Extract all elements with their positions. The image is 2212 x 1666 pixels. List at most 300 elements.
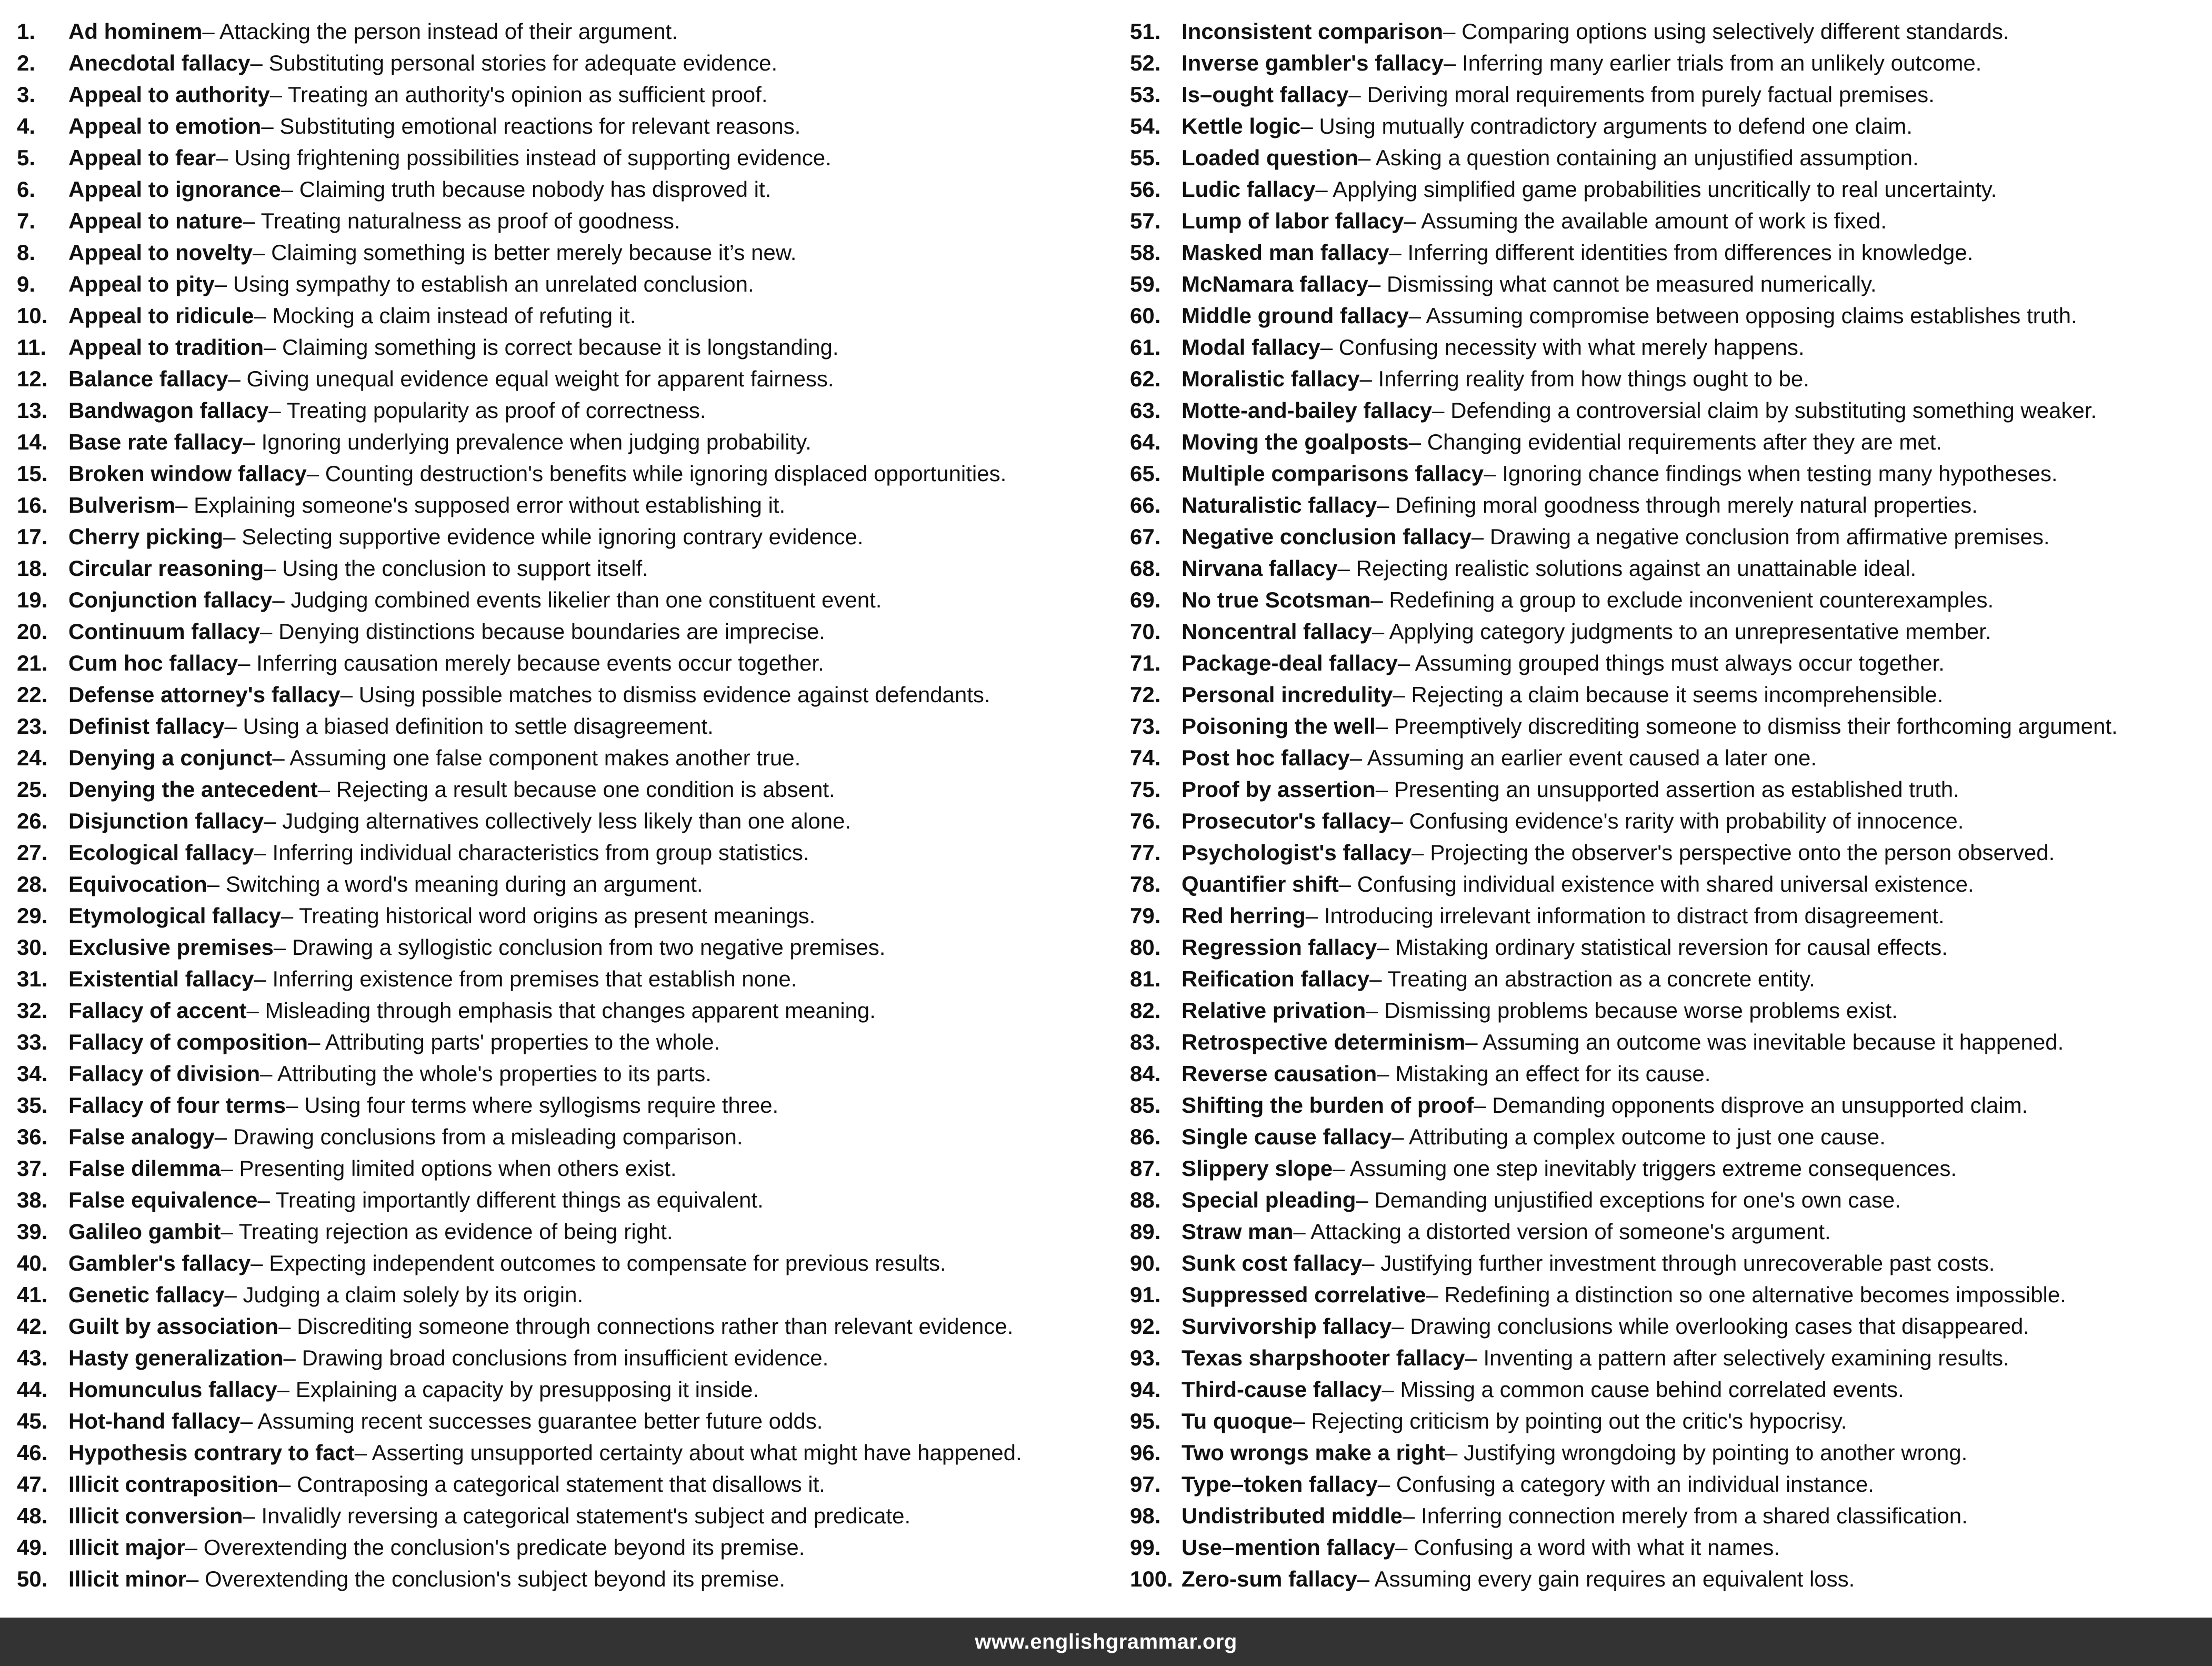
fallacy-term: Ad hominem bbox=[68, 19, 203, 44]
fallacy-definition: – Attacking the person instead of their argument. bbox=[202, 19, 678, 44]
fallacy-definition: – Attributing parts' properties to the whole. bbox=[308, 1030, 720, 1054]
fallacy-definition: – Rejecting a claim because it seems incomprehensible. bbox=[1393, 682, 1944, 707]
list-item bbox=[17, 1405, 1130, 1437]
item-number: 48. bbox=[17, 1503, 48, 1528]
list-item bbox=[1130, 174, 2201, 205]
fallacy-term: Sunk cost fallacy bbox=[1182, 1251, 1363, 1275]
fallacy-term: Loaded question bbox=[1182, 145, 1358, 170]
list-item bbox=[17, 900, 1130, 932]
item-number: 12. bbox=[17, 366, 48, 391]
fallacy-term: Quantifier shift bbox=[1182, 872, 1339, 896]
item-number: 38. bbox=[17, 1188, 48, 1212]
fallacy-definition: – Assuming an earlier event caused a later one. bbox=[1349, 745, 1817, 770]
item-number: 42. bbox=[17, 1314, 48, 1339]
item-number: 78. bbox=[1130, 872, 1161, 896]
item-number: 89. bbox=[1130, 1219, 1161, 1244]
item-number: 66. bbox=[1130, 493, 1161, 517]
fallacy-term: Genetic fallacy bbox=[68, 1282, 225, 1307]
fallacy-term: Nirvana fallacy bbox=[1182, 556, 1338, 581]
item-number: 22. bbox=[17, 682, 48, 707]
list-item bbox=[17, 1090, 1130, 1121]
fallacy-definition: – Ignoring underlying prevalence when judging probability. bbox=[243, 430, 812, 454]
list-item bbox=[17, 47, 1130, 79]
item-number: 11. bbox=[17, 335, 47, 360]
item-number: 40. bbox=[17, 1251, 48, 1275]
fallacy-definition: – Using possible matches to dismiss evidence against defendants. bbox=[340, 682, 990, 707]
fallacy-term: Third-cause fallacy bbox=[1182, 1377, 1382, 1402]
list-item bbox=[1130, 332, 2201, 363]
item-number: 61. bbox=[1130, 335, 1161, 360]
item-number: 10. bbox=[17, 303, 48, 328]
item-number: 16. bbox=[17, 493, 48, 517]
fallacy-definition: – Using the conclusion to support itself. bbox=[264, 556, 648, 581]
fallacy-definition: – Treating popularity as proof of correctness. bbox=[268, 398, 706, 423]
fallacy-term: Base rate fallacy bbox=[68, 430, 243, 454]
fallacy-term: Guilt by association bbox=[68, 1314, 279, 1339]
fallacy-term: Bulverism bbox=[68, 493, 176, 517]
list-item bbox=[17, 490, 1130, 521]
fallacy-term: Reification fallacy bbox=[1182, 966, 1370, 991]
fallacy-definition: – Drawing conclusions while overlooking cases that disappeared. bbox=[1392, 1314, 2029, 1339]
item-number: 45. bbox=[17, 1409, 48, 1433]
item-number: 54. bbox=[1130, 114, 1161, 138]
item-number: 13. bbox=[17, 398, 48, 423]
list-item bbox=[1130, 553, 2201, 584]
fallacy-definition: – Claiming truth because nobody has disproved it. bbox=[281, 177, 772, 202]
item-number: 35. bbox=[17, 1093, 48, 1118]
item-number: 80. bbox=[1130, 935, 1161, 960]
item-number: 95. bbox=[1130, 1409, 1161, 1433]
fallacy-definition: – Counting destruction's benefits while ignoring displaced opportunities. bbox=[306, 461, 1007, 486]
list-item bbox=[17, 458, 1130, 490]
list-item bbox=[1130, 711, 2201, 742]
fallacy-term: Fallacy of composition bbox=[68, 1030, 308, 1054]
fallacy-term: Illicit conversion bbox=[68, 1503, 243, 1528]
fallacy-term: Etymological fallacy bbox=[68, 903, 281, 928]
fallacy-definition: – Assuming grouped things must always occur together. bbox=[1397, 651, 1945, 675]
list-item bbox=[1130, 79, 2201, 111]
fallacy-list bbox=[17, 16, 2201, 1600]
fallacy-term: Regression fallacy bbox=[1182, 935, 1377, 960]
fallacy-definition: – Denying distinctions because boundaries are imprecise. bbox=[260, 619, 825, 644]
list-item bbox=[17, 395, 1130, 426]
list-item bbox=[17, 932, 1130, 963]
item-number: 3. bbox=[17, 82, 36, 107]
list-item bbox=[1130, 837, 2201, 869]
list-item bbox=[17, 711, 1130, 742]
fallacy-definition: – Giving unequal evidence equal weight for apparent fairness. bbox=[228, 366, 834, 391]
fallacy-term: Fallacy of accent bbox=[68, 998, 247, 1023]
right-column bbox=[1130, 16, 2201, 1600]
fallacy-definition: – Redefining a distinction so one alternative becomes impossible. bbox=[1426, 1282, 2066, 1307]
fallacy-term: Appeal to authority bbox=[68, 82, 270, 107]
item-number: 60. bbox=[1130, 303, 1161, 328]
fallacy-term: Naturalistic fallacy bbox=[1182, 493, 1377, 517]
item-number: 74. bbox=[1130, 745, 1161, 770]
list-item bbox=[1130, 1090, 2201, 1121]
fallacy-term: Appeal to emotion bbox=[68, 114, 262, 138]
fallacy-term: Is–ought fallacy bbox=[1182, 82, 1349, 107]
list-item bbox=[1130, 616, 2201, 647]
fallacy-term: McNamara fallacy bbox=[1182, 272, 1368, 296]
fallacy-term: Appeal to ridicule bbox=[68, 303, 254, 328]
fallacy-term: Relative privation bbox=[1182, 998, 1366, 1023]
fallacy-definition: – Assuming one false component makes another true. bbox=[272, 745, 801, 770]
list-item bbox=[1130, 47, 2201, 79]
website-url: www.englishgrammar.org bbox=[975, 1630, 1237, 1653]
list-item bbox=[1130, 584, 2201, 616]
fallacy-definition: – Using frightening possibilities instead of supporting evidence. bbox=[216, 145, 832, 170]
item-number: 69. bbox=[1130, 587, 1161, 612]
fallacy-definition: – Asserting unsupported certainty about what might have happened. bbox=[354, 1440, 1022, 1465]
fallacy-definition: – Expecting independent outcomes to compensate for previous results. bbox=[251, 1251, 946, 1275]
fallacy-definition: – Drawing broad conclusions from insufficient evidence. bbox=[283, 1345, 829, 1370]
item-number: 2. bbox=[17, 51, 36, 75]
fallacy-definition: – Assuming recent successes guarantee better future odds. bbox=[240, 1409, 823, 1433]
list-item bbox=[1130, 16, 2201, 47]
list-item bbox=[1130, 1026, 2201, 1058]
fallacy-term: Ludic fallacy bbox=[1182, 177, 1316, 202]
item-number: 23. bbox=[17, 714, 48, 739]
item-number: 75. bbox=[1130, 777, 1161, 802]
fallacy-definition: – Drawing a negative conclusion from affirmative premises. bbox=[1471, 524, 2050, 549]
item-number: 94. bbox=[1130, 1377, 1161, 1402]
list-item bbox=[1130, 300, 2201, 332]
fallacy-term: Straw man bbox=[1182, 1219, 1294, 1244]
fallacy-definition: – Inferring many earlier trials from an unlikely outcome. bbox=[1443, 51, 1982, 75]
fallacy-term: Two wrongs make a right bbox=[1182, 1440, 1445, 1465]
fallacy-definition: – Substituting personal stories for adequate evidence. bbox=[250, 51, 778, 75]
fallacy-definition: – Inventing a pattern after selectively examining results. bbox=[1465, 1345, 2009, 1370]
item-number: 98. bbox=[1130, 1503, 1161, 1528]
item-number: 88. bbox=[1130, 1188, 1161, 1212]
item-number: 63. bbox=[1130, 398, 1161, 423]
fallacy-definition: – Selecting supportive evidence while ignoring contrary evidence. bbox=[223, 524, 864, 549]
item-number: 93. bbox=[1130, 1345, 1161, 1370]
fallacy-term: Personal incredulity bbox=[1182, 682, 1393, 707]
fallacy-definition: – Presenting an unsupported assertion as established truth. bbox=[1375, 777, 1959, 802]
item-number: 5. bbox=[17, 145, 36, 170]
fallacy-term: Appeal to pity bbox=[68, 272, 215, 296]
list-item bbox=[1130, 1184, 2201, 1216]
item-number: 34. bbox=[17, 1061, 48, 1086]
fallacy-definition: – Confusing evidence's rarity with probability of innocence. bbox=[1390, 809, 1964, 833]
fallacy-term: False equivalence bbox=[68, 1188, 258, 1212]
fallacy-term: Exclusive premises bbox=[68, 935, 274, 960]
item-number: 18. bbox=[17, 556, 48, 581]
list-item bbox=[17, 837, 1130, 869]
fallacy-term: Lump of labor fallacy bbox=[1182, 208, 1404, 233]
list-item bbox=[1130, 1342, 2201, 1374]
fallacy-definition: – Rejecting criticism by pointing out the critic's hypocrisy. bbox=[1293, 1409, 1847, 1433]
fallacy-definition: – Treating importantly different things as equivalent. bbox=[257, 1188, 764, 1212]
fallacy-definition: – Inferring reality from how things ought to be. bbox=[1359, 366, 1809, 391]
fallacy-term: Multiple comparisons fallacy bbox=[1182, 461, 1484, 486]
fallacy-term: Cum hoc fallacy bbox=[68, 651, 238, 675]
list-item bbox=[17, 1216, 1130, 1248]
fallacy-definition: – Attributing the whole's properties to its parts. bbox=[260, 1061, 712, 1086]
item-number: 82. bbox=[1130, 998, 1161, 1023]
item-number: 91. bbox=[1130, 1282, 1161, 1307]
fallacy-definition: – Applying simplified game probabilities uncritically to real uncertainty. bbox=[1315, 177, 1997, 202]
fallacy-term: Special pleading bbox=[1182, 1188, 1356, 1212]
fallacy-term: Disjunction fallacy bbox=[68, 809, 264, 833]
item-number: 96. bbox=[1130, 1440, 1161, 1465]
item-number: 77. bbox=[1130, 840, 1161, 865]
item-number: 50. bbox=[17, 1567, 48, 1591]
fallacy-definition: – Demanding opponents disprove an unsupported claim. bbox=[1474, 1093, 2028, 1118]
fallacy-definition: – Treating historical word origins as present meanings. bbox=[281, 903, 816, 928]
list-item bbox=[17, 1437, 1130, 1469]
item-number: 85. bbox=[1130, 1093, 1161, 1118]
fallacy-term: Appeal to fear bbox=[68, 145, 216, 170]
fallacy-definition: – Confusing a category with an individual instance. bbox=[1377, 1472, 1874, 1497]
list-item bbox=[1130, 647, 2201, 679]
fallacy-definition: – Comparing options using selectively different standards. bbox=[1443, 19, 2009, 44]
fallacy-definition: – Preemptively discrediting someone to dismiss their forthcoming argument. bbox=[1375, 714, 2118, 739]
list-item bbox=[1130, 774, 2201, 805]
fallacy-term: Poisoning the well bbox=[1182, 714, 1376, 739]
fallacy-term: Gambler's fallacy bbox=[68, 1251, 251, 1275]
list-item bbox=[17, 1532, 1130, 1563]
fallacy-definition: – Inferring existence from premises that establish none. bbox=[254, 966, 797, 991]
item-number: 65. bbox=[1130, 461, 1161, 486]
fallacy-term: Existential fallacy bbox=[68, 966, 254, 991]
list-item bbox=[17, 142, 1130, 174]
list-item bbox=[1130, 490, 2201, 521]
left-column bbox=[17, 16, 1130, 1600]
item-number: 76. bbox=[1130, 809, 1161, 833]
item-number: 6. bbox=[17, 177, 36, 202]
item-number: 9. bbox=[17, 272, 36, 296]
list-item bbox=[1130, 1279, 2201, 1311]
item-number: 7. bbox=[17, 208, 36, 233]
fallacy-term: Modal fallacy bbox=[1182, 335, 1320, 360]
list-item bbox=[17, 1279, 1130, 1311]
fallacy-term: Balance fallacy bbox=[68, 366, 228, 391]
fallacy-definition: – Judging a claim solely by its origin. bbox=[224, 1282, 584, 1307]
list-item bbox=[17, 584, 1130, 616]
fallacy-term: Motte-and-bailey fallacy bbox=[1182, 398, 1433, 423]
list-item bbox=[17, 805, 1130, 837]
list-item bbox=[17, 1184, 1130, 1216]
list-item bbox=[1130, 1153, 2201, 1184]
item-number: 47. bbox=[17, 1472, 48, 1497]
item-number: 30. bbox=[17, 935, 48, 960]
list-item bbox=[1130, 205, 2201, 237]
fallacy-term: Fallacy of division bbox=[68, 1061, 261, 1086]
item-number: 52. bbox=[1130, 51, 1161, 75]
fallacy-definition: – Mocking a claim instead of refuting it. bbox=[254, 303, 636, 328]
item-number: 56. bbox=[1130, 177, 1161, 202]
fallacy-definition: – Substituting emotional reactions for relevant reasons. bbox=[261, 114, 801, 138]
item-number: 62. bbox=[1130, 366, 1161, 391]
item-number: 15. bbox=[17, 461, 48, 486]
fallacy-term: Homunculus fallacy bbox=[68, 1377, 277, 1402]
fallacy-definition: – Confusing necessity with what merely happens. bbox=[1320, 335, 1805, 360]
fallacy-term: Psychologist's fallacy bbox=[1182, 840, 1412, 865]
list-item bbox=[1130, 426, 2201, 458]
fallacy-term: Slippery slope bbox=[1182, 1156, 1333, 1181]
item-number: 86. bbox=[1130, 1124, 1161, 1149]
fallacy-definition: – Mistaking ordinary statistical reversion for causal effects. bbox=[1377, 935, 1948, 960]
fallacy-term: Appeal to tradition bbox=[68, 335, 264, 360]
list-item bbox=[1130, 1058, 2201, 1090]
item-number: 21. bbox=[17, 651, 48, 675]
fallacy-term: Defense attorney's fallacy bbox=[68, 682, 341, 707]
fallacy-term: Cherry picking bbox=[68, 524, 224, 549]
fallacy-term: Appeal to novelty bbox=[68, 240, 253, 265]
list-item bbox=[17, 1500, 1130, 1532]
item-number: 67. bbox=[1130, 524, 1161, 549]
item-number: 72. bbox=[1130, 682, 1161, 707]
fallacy-term: Inverse gambler's fallacy bbox=[1182, 51, 1444, 75]
fallacy-definition: – Inferring individual characteristics from group statistics. bbox=[254, 840, 809, 865]
fallacy-term: Prosecutor's fallacy bbox=[1182, 809, 1391, 833]
list-item bbox=[17, 1153, 1130, 1184]
item-number: 90. bbox=[1130, 1251, 1161, 1275]
fallacy-definition: – Changing evidential requirements after they are met. bbox=[1408, 430, 1942, 454]
item-number: 83. bbox=[1130, 1030, 1161, 1054]
list-item bbox=[17, 237, 1130, 268]
list-item bbox=[17, 205, 1130, 237]
fallacy-term: Kettle logic bbox=[1182, 114, 1301, 138]
fallacy-term: Illicit minor bbox=[68, 1567, 187, 1591]
fallacy-definition: – Redefining a group to exclude inconvenient counterexamples. bbox=[1370, 587, 1994, 612]
item-number: 51. bbox=[1130, 19, 1161, 44]
list-item bbox=[1130, 521, 2201, 553]
fallacy-term: Moving the goalposts bbox=[1182, 430, 1409, 454]
item-number: 70. bbox=[1130, 619, 1161, 644]
list-item bbox=[17, 332, 1130, 363]
fallacy-term: No true Scotsman bbox=[1182, 587, 1371, 612]
fallacy-term: Definist fallacy bbox=[68, 714, 225, 739]
list-item bbox=[17, 869, 1130, 900]
fallacy-definition: – Explaining a capacity by presupposing it inside. bbox=[277, 1377, 759, 1402]
fallacy-definition: – Drawing conclusions from a misleading comparison. bbox=[214, 1124, 743, 1149]
list-item bbox=[17, 426, 1130, 458]
fallacy-term: Appeal to nature bbox=[68, 208, 243, 233]
item-number: 97. bbox=[1130, 1472, 1161, 1497]
list-item bbox=[1130, 1311, 2201, 1342]
list-item bbox=[1130, 458, 2201, 490]
item-number: 64. bbox=[1130, 430, 1161, 454]
list-item bbox=[17, 647, 1130, 679]
fallacy-definition: – Using sympathy to establish an unrelated conclusion. bbox=[214, 272, 754, 296]
fallacy-definition: – Judging combined events likelier than one constituent event. bbox=[272, 587, 882, 612]
list-item bbox=[1130, 1121, 2201, 1153]
item-number: 55. bbox=[1130, 145, 1161, 170]
fallacy-definition: – Judging alternatives collectively less likely than one alone. bbox=[264, 809, 852, 833]
fallacy-definition: – Assuming the available amount of work is fixed. bbox=[1404, 208, 1887, 233]
item-number: 87. bbox=[1130, 1156, 1161, 1181]
item-number: 17. bbox=[17, 524, 48, 549]
list-item bbox=[17, 1058, 1130, 1090]
item-number: 26. bbox=[17, 809, 48, 833]
item-number: 1. bbox=[17, 19, 36, 44]
fallacy-definition: – Demanding unjustified exceptions for one's own case. bbox=[1356, 1188, 1901, 1212]
fallacy-term: Moralistic fallacy bbox=[1182, 366, 1360, 391]
list-item bbox=[1130, 268, 2201, 300]
list-item bbox=[1130, 805, 2201, 837]
fallacy-definition: – Using a biased definition to settle disagreement. bbox=[224, 714, 714, 739]
item-number: 49. bbox=[17, 1535, 48, 1560]
fallacy-definition: – Using mutually contradictory arguments to defend one claim. bbox=[1300, 114, 1913, 138]
item-number: 33. bbox=[17, 1030, 48, 1054]
fallacy-definition: – Rejecting realistic solutions against an unattainable ideal. bbox=[1337, 556, 1917, 581]
list-item bbox=[1130, 111, 2201, 142]
fallacy-term: Appeal to ignorance bbox=[68, 177, 281, 202]
fallacy-definition: – Missing a common cause behind correlated events. bbox=[1382, 1377, 1904, 1402]
fallacy-definition: – Rejecting a result because one condition is absent. bbox=[317, 777, 835, 802]
item-number: 53. bbox=[1130, 82, 1161, 107]
footer-bar bbox=[0, 1618, 2212, 1666]
fallacy-definition: – Presenting limited options when others exist. bbox=[221, 1156, 677, 1181]
fallacy-definition: – Drawing a syllogistic conclusion from two negative premises. bbox=[273, 935, 886, 960]
list-item bbox=[1130, 1248, 2201, 1279]
fallacy-term: Package-deal fallacy bbox=[1182, 651, 1398, 675]
fallacy-term: Broken window fallacy bbox=[68, 461, 307, 486]
list-item bbox=[1130, 900, 2201, 932]
list-item bbox=[1130, 1469, 2201, 1500]
fallacy-term: Reverse causation bbox=[1182, 1061, 1377, 1086]
fallacy-definition: – Dismissing what cannot be measured numerically. bbox=[1368, 272, 1877, 296]
list-item bbox=[1130, 1437, 2201, 1469]
list-item bbox=[17, 995, 1130, 1026]
list-item bbox=[1130, 1532, 2201, 1563]
fallacy-definition: – Justifying further investment through unrecoverable past costs. bbox=[1362, 1251, 1995, 1275]
list-item bbox=[17, 774, 1130, 805]
item-number: 41. bbox=[17, 1282, 48, 1307]
fallacy-definition: – Treating an abstraction as a concrete entity. bbox=[1369, 966, 1815, 991]
fallacy-definition: – Inferring different identities from differences in knowledge. bbox=[1389, 240, 1974, 265]
list-item bbox=[17, 963, 1130, 995]
list-item bbox=[1130, 679, 2201, 711]
list-item bbox=[1130, 869, 2201, 900]
item-number: 27. bbox=[17, 840, 48, 865]
list-item bbox=[17, 79, 1130, 111]
fallacy-definition: – Dismissing problems because worse problems exist. bbox=[1366, 998, 1898, 1023]
list-item bbox=[1130, 742, 2201, 774]
fallacy-term: Continuum fallacy bbox=[68, 619, 261, 644]
item-number: 4. bbox=[17, 114, 36, 138]
list-item bbox=[1130, 363, 2201, 395]
fallacy-term: Inconsistent comparison bbox=[1182, 19, 1444, 44]
list-item bbox=[1130, 995, 2201, 1026]
fallacy-definition: – Overextending the conclusion's subject beyond its premise. bbox=[186, 1567, 786, 1591]
fallacy-term: Noncentral fallacy bbox=[1182, 619, 1372, 644]
fallacy-definition: – Misleading through emphasis that changes apparent meaning. bbox=[246, 998, 876, 1023]
list-item bbox=[17, 1311, 1130, 1342]
list-item bbox=[17, 553, 1130, 584]
fallacy-term: Post hoc fallacy bbox=[1182, 745, 1350, 770]
fallacy-term: Hypothesis contrary to fact bbox=[68, 1440, 355, 1465]
item-number: 99. bbox=[1130, 1535, 1161, 1560]
fallacy-definition: – Assuming an outcome was inevitable because it happened. bbox=[1465, 1030, 2064, 1054]
item-number: 8. bbox=[17, 240, 36, 265]
fallacy-definition: – Asking a question containing an unjustified assumption. bbox=[1358, 145, 1919, 170]
list-item bbox=[17, 16, 1130, 47]
item-number: 36. bbox=[17, 1124, 48, 1149]
item-number: 39. bbox=[17, 1219, 48, 1244]
item-number: 68. bbox=[1130, 556, 1161, 581]
fallacy-term: Retrospective determinism bbox=[1182, 1030, 1466, 1054]
list-item bbox=[1130, 963, 2201, 995]
item-number: 46. bbox=[17, 1440, 48, 1465]
list-item bbox=[17, 1563, 1130, 1595]
fallacy-term: Galileo gambit bbox=[68, 1219, 221, 1244]
fallacy-definition: – Using four terms where syllogisms require three. bbox=[286, 1093, 779, 1118]
